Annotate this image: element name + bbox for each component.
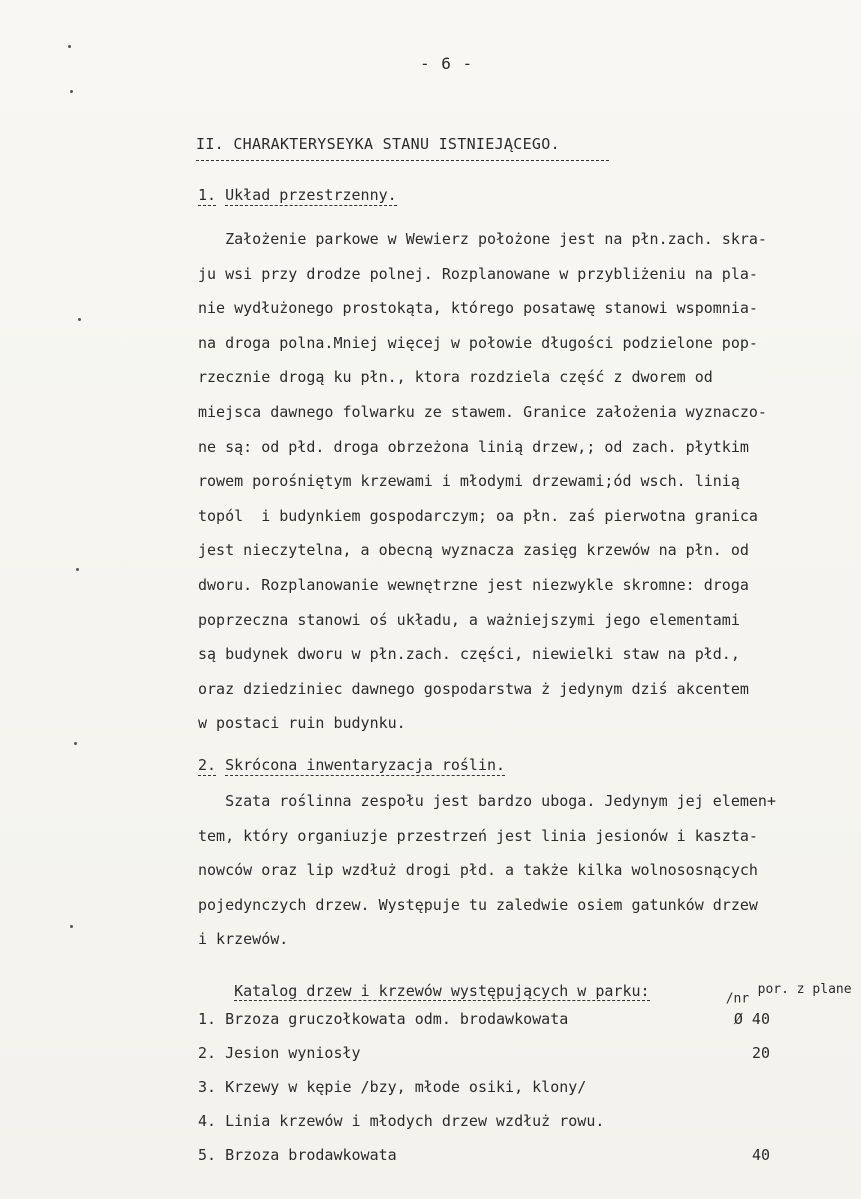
page-number: - 6 - — [420, 54, 474, 73]
catalog-item-value: Ø 40 — [733, 1010, 770, 1028]
catalog-item-value: 40 — [751, 1146, 770, 1164]
subsection-2-heading — [198, 756, 505, 774]
catalog-item: 1. Brzoza gruczołkowata odm. brodawkowata — [198, 1010, 569, 1028]
paragraph-line: tem, który organiuzje przestrzeń jest linia jesionów i kaszta- — [198, 826, 758, 845]
paragraph-line: w postaci ruin budynku. — [198, 714, 406, 733]
heading-underline — [196, 160, 609, 161]
margin-dot — [70, 90, 73, 93]
margin-dot — [76, 568, 79, 571]
catalog-heading-text: Katalog drzew i krzewów występujących w parku: — [234, 982, 650, 1000]
paragraph-line: ne są: od płd. droga obrzeżona linią drzew,; od zach. płytkim — [198, 437, 749, 456]
subsection-2-title: Skrócona inwentaryzacja roślin. — [225, 756, 506, 774]
paragraph-line: nowców oraz lip wzdłuż drogi płd. a także kilka wolnososnących — [198, 861, 758, 880]
paragraph-line: miejsca dawnego folwarku ze stawem. Granice założenia wyznaczo- — [198, 402, 767, 421]
subsection-1-title: Układ przestrzenny. — [225, 186, 397, 204]
margin-dot — [68, 45, 71, 48]
margin-dot — [78, 318, 81, 321]
paragraph-line: Szata roślinna zespołu jest bardzo uboga. Jedynym jej elemen+ — [198, 792, 776, 810]
section-heading: II. CHARAKTERYSEYKA STANU ISTNIEJĄCEGO. — [196, 135, 560, 153]
column-label: por. z plane — [757, 982, 852, 997]
subsection-2-number: 2. — [198, 756, 217, 774]
paragraph-line: na droga polna.Mniej więcej w połowie długości podzielone pop- — [198, 333, 758, 352]
paragraph-line: Założenie parkowe w Wewierz położone jest na płn.zach. skra- — [198, 230, 767, 248]
paragraph-line: poprzeczna stanowi oś układu, a ważniejszymi jego elementami — [198, 610, 740, 629]
paragraph-line: rzecznie drogą ku płn., ktora rozdziela część z dworem od — [198, 368, 713, 387]
paragraph-line: rowem porośniętym krzewami i młodymi drzewami;ód wsch. linią — [198, 472, 740, 491]
catalog-item: 5. Brzoza brodawkowata — [198, 1146, 397, 1164]
subsection-1-heading — [198, 186, 397, 204]
margin-dot — [70, 925, 73, 928]
paragraph-1 — [198, 222, 838, 741]
paragraph-line: i krzewów. — [198, 930, 289, 949]
paragraph-2 — [198, 784, 838, 957]
paragraph-line: są budynek dworu w płn.zach. części, niewielki staw na płd., — [198, 645, 740, 664]
paragraph-line: dworu. Rozplanowanie wewnętrzne jest niezwykle skromne: droga — [198, 575, 749, 594]
catalog-item-value: 20 — [751, 1044, 770, 1062]
catalog-item: 3. Krzewy w kępie /bzy, młode osiki, klony/ — [198, 1078, 587, 1096]
margin-dot — [74, 742, 77, 745]
paragraph-line: ju wsi przy drodze polnej. Rozplanowane w przybliżeniu na pla- — [198, 264, 758, 283]
paragraph-line: nie wydłużonego prostokąta, którego posatawę stanowi wspomnia- — [198, 299, 758, 318]
paragraph-line: oraz dziedziniec dawnego gospodarstwa ż jedynym dziś akcentem — [198, 679, 749, 698]
catalog-column-label — [692, 966, 852, 1022]
paragraph-line: topól i budynkiem gospodarczym; oa płn. zaś pierwotna granica — [198, 506, 758, 525]
column-prefix: /nr — [725, 991, 750, 1007]
subsection-1-number: 1. — [198, 186, 217, 204]
paragraph-line: pojedynczych drzew. Występuje tu zaledwie osiem gatunków drzew — [198, 895, 758, 914]
catalog-item: 2. Jesion wyniosły — [198, 1044, 361, 1062]
catalog-item: 4. Linia krzewów i młodych drzew wzdłuż rowu. — [198, 1112, 605, 1130]
paragraph-line: jest nieczytelna, a obecną wyznacza zasięg krzewów na płn. od — [198, 541, 749, 560]
